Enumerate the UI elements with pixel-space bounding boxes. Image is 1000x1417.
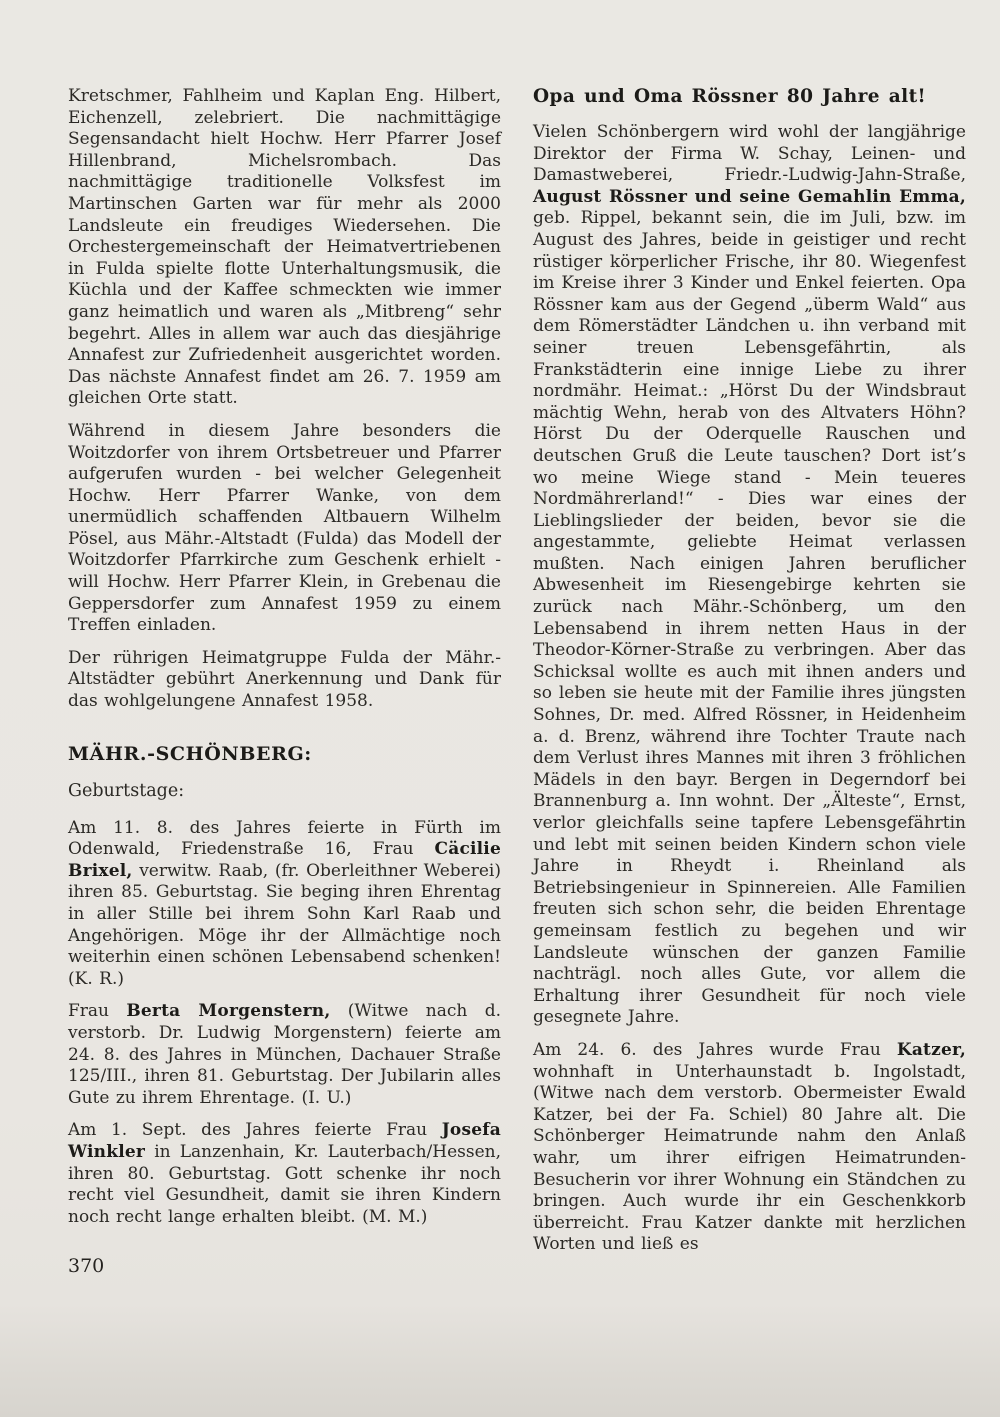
article-heading-roessner: Opa und Oma Rössner 80 Jahre alt! [533,86,927,107]
left-column [68,86,501,1277]
paragraph-heimatgruppe-fulda: Der rührigen Heimatgruppe Fulda der Mähr.-Altstädter gebührt Anerkennung und Dank für das wohlgelungene Annafest 1958. [68,647,501,712]
right-column [533,86,966,1277]
two-column-layout [68,86,965,1277]
paragraph-birthday-brixel: Am 11. 8. des Jahres feierte in Fürth im Odenwald, Friedenstraße 16, Frau Cäcilie Brixel, verwitw. Raab, (fr. Oberleithner Weberei) ihren 85. Geburtstag. Sie beging ihren Ehrentag in aller Stille bei ihrem Sohn Karl Raab und Angehörigen. Möge ihr der Allmächtige noch weiterhin einen schönen Lebensabend schenken! (K. R.) [68,817,501,989]
paragraph-annafest-report: Kretschmer, Fahlheim und Kaplan Eng. Hilbert, Eichenzell, zelebriert. Die nachmittägige Segensandacht hielt Hochw. Herr Pfarrer Josef Hillenbrand, Michelsrombach. Das nachmittägige traditionelle Volksfest im Martinschen Garten war für mehr als 2000 Landsleute ein freudiges Wiedersehen. Die Orchestergemeinschaft der Heimatvertriebenen in Fulda spielte flotte Unterhaltungsmusik, die Küchla und der Kaffee schmeckten wie immer ganz heimatlich und waren als „Mitbreng“ sehr begehrt. Alles in allem war auch das diesjährige Annafest zur Zufriedenheit ausgerichtet worden. Das nächste Annafest findet am 26. 7. 1959 am gleichen Orte statt. [68,86,501,409]
page-number: 370 [68,1255,105,1278]
paragraph-birthday-winkler: Am 1. Sept. des Jahres feierte Frau Josefa Winkler in Lanzenhain, Kr. Lauterbach/Hessen, ihren 80. Geburtstag. Gott schenke ihr noch recht viel Gesundheit, damit sie ihren Kindern noch recht lange erhalten bleibt. (M. M.) [68,1120,501,1227]
subheading-geburtstage: Geburtstage: [68,780,185,801]
paragraph-woitzdorfer: Während in diesem Jahre besonders die Woitzdorfer von ihrem Ortsbetreuer und Pfarrer aufgerufen wurden - bei welcher Gelegenheit Hochw. Herr Pfarrer Wanke, von dem unermüdlich schaffenden Altbauern Wilhelm Pösel, aus Mähr.-Altstadt (Fulda) das Modell der Woitzdorfer Pfarrkirche zum Geschenk erhielt - will Hochw. Herr Pfarrer Klein, in Grebenau die Geppersdorfer zum Annafest 1959 zu einem Treffen einladen. [68,420,501,636]
paragraph-roessner-story: Vielen Schönbergern wird wohl der langjährige Direktor der Firma W. Schay, Leinen- und Damastweberei, Friedr.-Ludwig-Jahn-Straße, August Rössner und seine Gemahlin Emma, geb. Rippel, bekannt sein, die im Juli, bzw. im August des Jahres, beide in geistiger und recht rüstiger körperlicher Frische, ihr 80. Wiegenfest im Kreise ihrer 3 Kinder und Enkel feierten. Opa Rössner kam aus der Gegend „überm Wald“ aus dem Römerstädter Ländchen u. ihn verband mit seiner treuen Lebensgefährtin, als Frankstädterin eine innige Liebe zu ihrer nordmähr. Heimat.: „Hörst Du der Windsbraut mächtig Wehn, herab von des Altvaters Höhn? Hörst Du der Oderquelle Rauschen und deutschen Gruß die Leute tauschen? Dort ist’s wo meine Wiege stand - Mein teueres Nordmährerland!“ - Dies war eines der Lieblingslieder der beiden, bevor sie die angestammte, geliebte Heimat verlassen mußten. Nach einigen Jahren beruflicher Abwesenheit im Riesengebirge kehrten sie zurück nach Mähr.-Schönberg, um den Lebensabend in ihrem netten Haus in der Theodor-Körner-Straße zu verbringen. Aber das Schicksal wollte es auch mit ihnen anders und so leben sie heute mit der Familie ihres jüngsten Sohnes, Dr. med. Alfred Rössner, in Heidenheim a. d. Brenz, während ihre Tochter Traute nach dem Verlust ihres Mannes mit ihren 3 fröhlichen Mädels in den bayr. Bergen in Degerndorf bei Brannenburg a. Inn wohnt. Der „Älteste“, Ernst, verlor gleichfalls seine tapfere Lebensgefährtin und lebt mit seinen beiden Kindern schon viele Jahre in Rheydt i. Rheinland als Betriebsingenieur in Spinnereien. Alle Familien freuten sich schon sehr, die beiden Ehrentage gemeinsam festlich zu begehen und wir Landsleute wünschen der ganzen Familie nachträgl. noch alles Gute, vor allem die Erhaltung ihrer Gesundheit für noch viele gesegnete Jahre. [533,122,966,1028]
paragraph-birthday-morgenstern: Frau Berta Morgenstern, (Witwe nach d. verstorb. Dr. Ludwig Morgenstern) feierte am 24. 8. des Jahres in München, Dachauer Straße 125/III., ihren 81. Geburtstag. Der Jubilarin alles Gute zu ihrem Ehrentage. (I. U.) [68,1001,501,1108]
section-heading-maehr-schoenberg: MÄHR.-SCHÖNBERG: [68,742,312,765]
paragraph-birthday-katzer: Am 24. 6. des Jahres wurde Frau Katzer, wohnhaft in Unterhaunstadt b. Ingolstadt, (Witwe nach dem verstorb. Obermeister Ewald Katzer, bei der Fa. Schiel) 80 Jahre alt. Die Schönberger Heimatrunde nahm den Anlaß wahr, um ihrer eifrigen Heimatrunden-Besucherin vor ihrer Wohnung ein Ständchen zu bringen. Auch wurde ihr ein Geschenkkorb überreicht. Frau Katzer dankte mit herzlichen Worten und ließ es [533,1039,966,1255]
